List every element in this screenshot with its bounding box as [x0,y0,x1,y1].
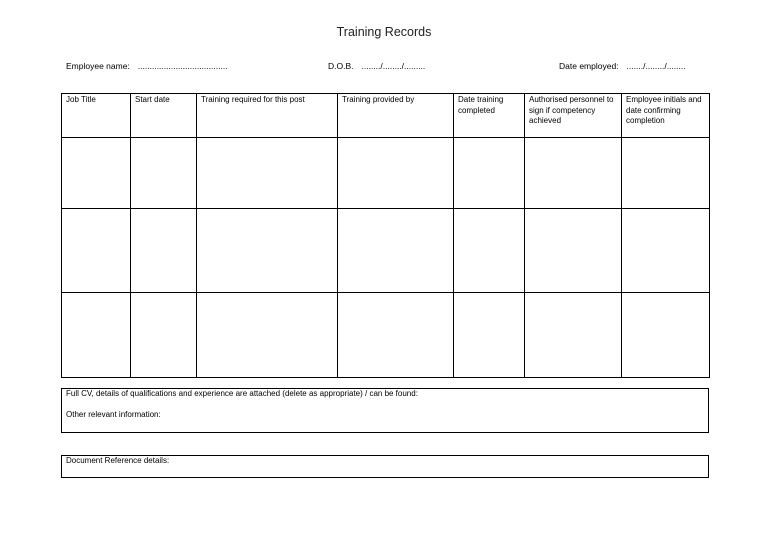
table-cell[interactable] [525,209,622,293]
date-employed-label: Date employed: [559,61,619,71]
employee-name-field [66,61,228,71]
table-cell[interactable] [131,138,197,209]
table-cell[interactable] [622,209,710,293]
table-cell[interactable] [338,293,454,378]
header-job-title: Job Title [62,94,131,138]
header-training-required: Training required for this post [197,94,338,138]
table-cell[interactable] [525,138,622,209]
cv-details-box[interactable] [61,388,709,433]
document-reference-box[interactable] [61,455,709,478]
employee-name-label: Employee name: [66,61,130,71]
table-cell[interactable] [131,293,197,378]
header-date-completed: Date training completed [454,94,525,138]
table-cell[interactable] [454,209,525,293]
table-cell[interactable] [454,138,525,209]
table-cell[interactable] [454,293,525,378]
dob-value[interactable]: ......../......../......... [361,61,426,71]
document-reference-label: Document Reference details: [66,456,170,465]
table-cell[interactable] [62,138,131,209]
table-cell[interactable] [622,138,710,209]
table-cell[interactable] [338,138,454,209]
table-row [62,138,710,209]
dob-label: D.O.B. [328,61,354,71]
table-cell[interactable] [62,293,131,378]
table-row [62,209,710,293]
employee-name-value[interactable]: ...................................... [137,61,228,71]
training-records-table [61,93,710,378]
header-employee-initials: Employee initials and date confirming completion [622,94,710,138]
table-cell[interactable] [62,209,131,293]
table-cell[interactable] [197,209,338,293]
date-employed-field [559,61,686,71]
cv-details-text: Full CV, details of qualifications and experience are attached (delete as appropriate) / can be found: [66,389,418,398]
page-title: Training Records [336,25,432,39]
date-employed-value[interactable]: ......./......../........ [626,61,686,71]
table-cell[interactable] [338,209,454,293]
table-cell[interactable] [197,138,338,209]
table-cell[interactable] [197,293,338,378]
header-start-date: Start date [131,94,197,138]
table-cell[interactable] [622,293,710,378]
table-cell[interactable] [525,293,622,378]
table-header-row [62,94,710,138]
table-cell[interactable] [131,209,197,293]
table-row [62,293,710,378]
dob-field [328,61,425,71]
header-training-provided-by: Training provided by [338,94,454,138]
other-info-label: Other relevant information: [66,410,161,419]
header-authorised-personnel: Authorised personnel to sign if competency achieved [525,94,622,138]
